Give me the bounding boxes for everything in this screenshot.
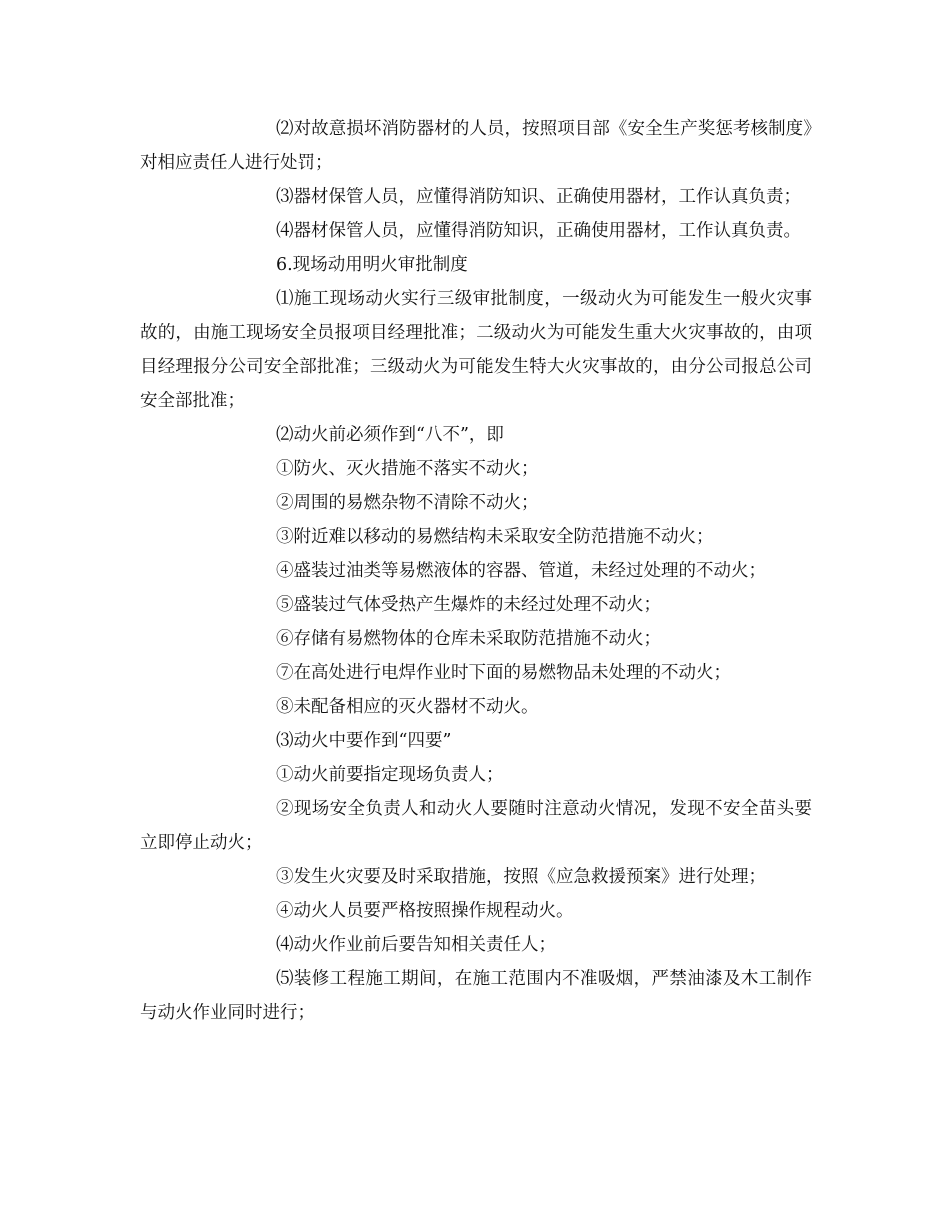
list-item: ④盛装过油类等易燃液体的容器、管道，未经过处理的不动火； <box>276 561 766 581</box>
paragraph: ⑶动火中要作到“四要” <box>276 731 452 751</box>
list-item: ②现场安全负责人和动火人要随时注意动火情况，发现不安全苗头要立即停止动火； <box>140 799 812 853</box>
paragraph: ⑷动火作业前后要告知相关责任人； <box>276 935 556 955</box>
paragraph: ⑷器材保管人员，应懂得消防知识，正确使用器材，工作认真负责。 <box>276 221 801 241</box>
list-item: ①防火、灭火措施不落实不动火； <box>276 459 539 479</box>
list-item: ④动火人员要严格按照操作规程动火。 <box>276 901 574 921</box>
list-item: ③发生火灾要及时采取措施，按照《应急救援预案》进行处理； <box>276 867 766 887</box>
section-heading: 6.现场动用明火审批制度 <box>276 255 468 275</box>
list-item: ⑧未配备相应的灭火器材不动火。 <box>276 697 539 717</box>
paragraph: ⑶器材保管人员，应懂得消防知识、正确使用器材，工作认真负责； <box>276 187 801 207</box>
list-item: ⑤盛装过气体受热产生爆炸的未经过处理不动火； <box>276 595 661 615</box>
paragraph: ⑵对故意损坏消防器材的人员，按照项目部《安全生产奖惩考核制度》对相应责任人进行处罚； <box>140 119 812 173</box>
document-body <box>140 112 812 1030</box>
paragraph: ⑴施工现场动火实行三级审批制度，一级动火为可能发生一般火灾事故的，由施工现场安全员报项目经理批准；二级动火为可能发生重大火灾事故的，由项目经理报分公司安全部批准；三级动火为可能发生特大火灾事故的，由分公司报总公司安全部批准； <box>140 289 812 411</box>
paragraph: ⑵动火前必须作到“八不”，即 <box>276 425 504 445</box>
list-item: ⑥存储有易燃物体的仓库未采取防范措施不动火； <box>276 629 661 649</box>
list-item: ③附近难以移动的易燃结构未采取安全防范措施不动火； <box>276 527 714 547</box>
list-item: ②周围的易燃杂物不清除不动火； <box>276 493 539 513</box>
paragraph: ⑸装修工程施工期间，在施工范围内不准吸烟，严禁油漆及木工制作与动火作业同时进行； <box>140 969 812 1023</box>
list-item: ①动火前要指定现场负责人； <box>276 765 504 785</box>
list-item: ⑦在高处进行电焊作业时下面的易燃物品未处理的不动火； <box>276 663 731 683</box>
